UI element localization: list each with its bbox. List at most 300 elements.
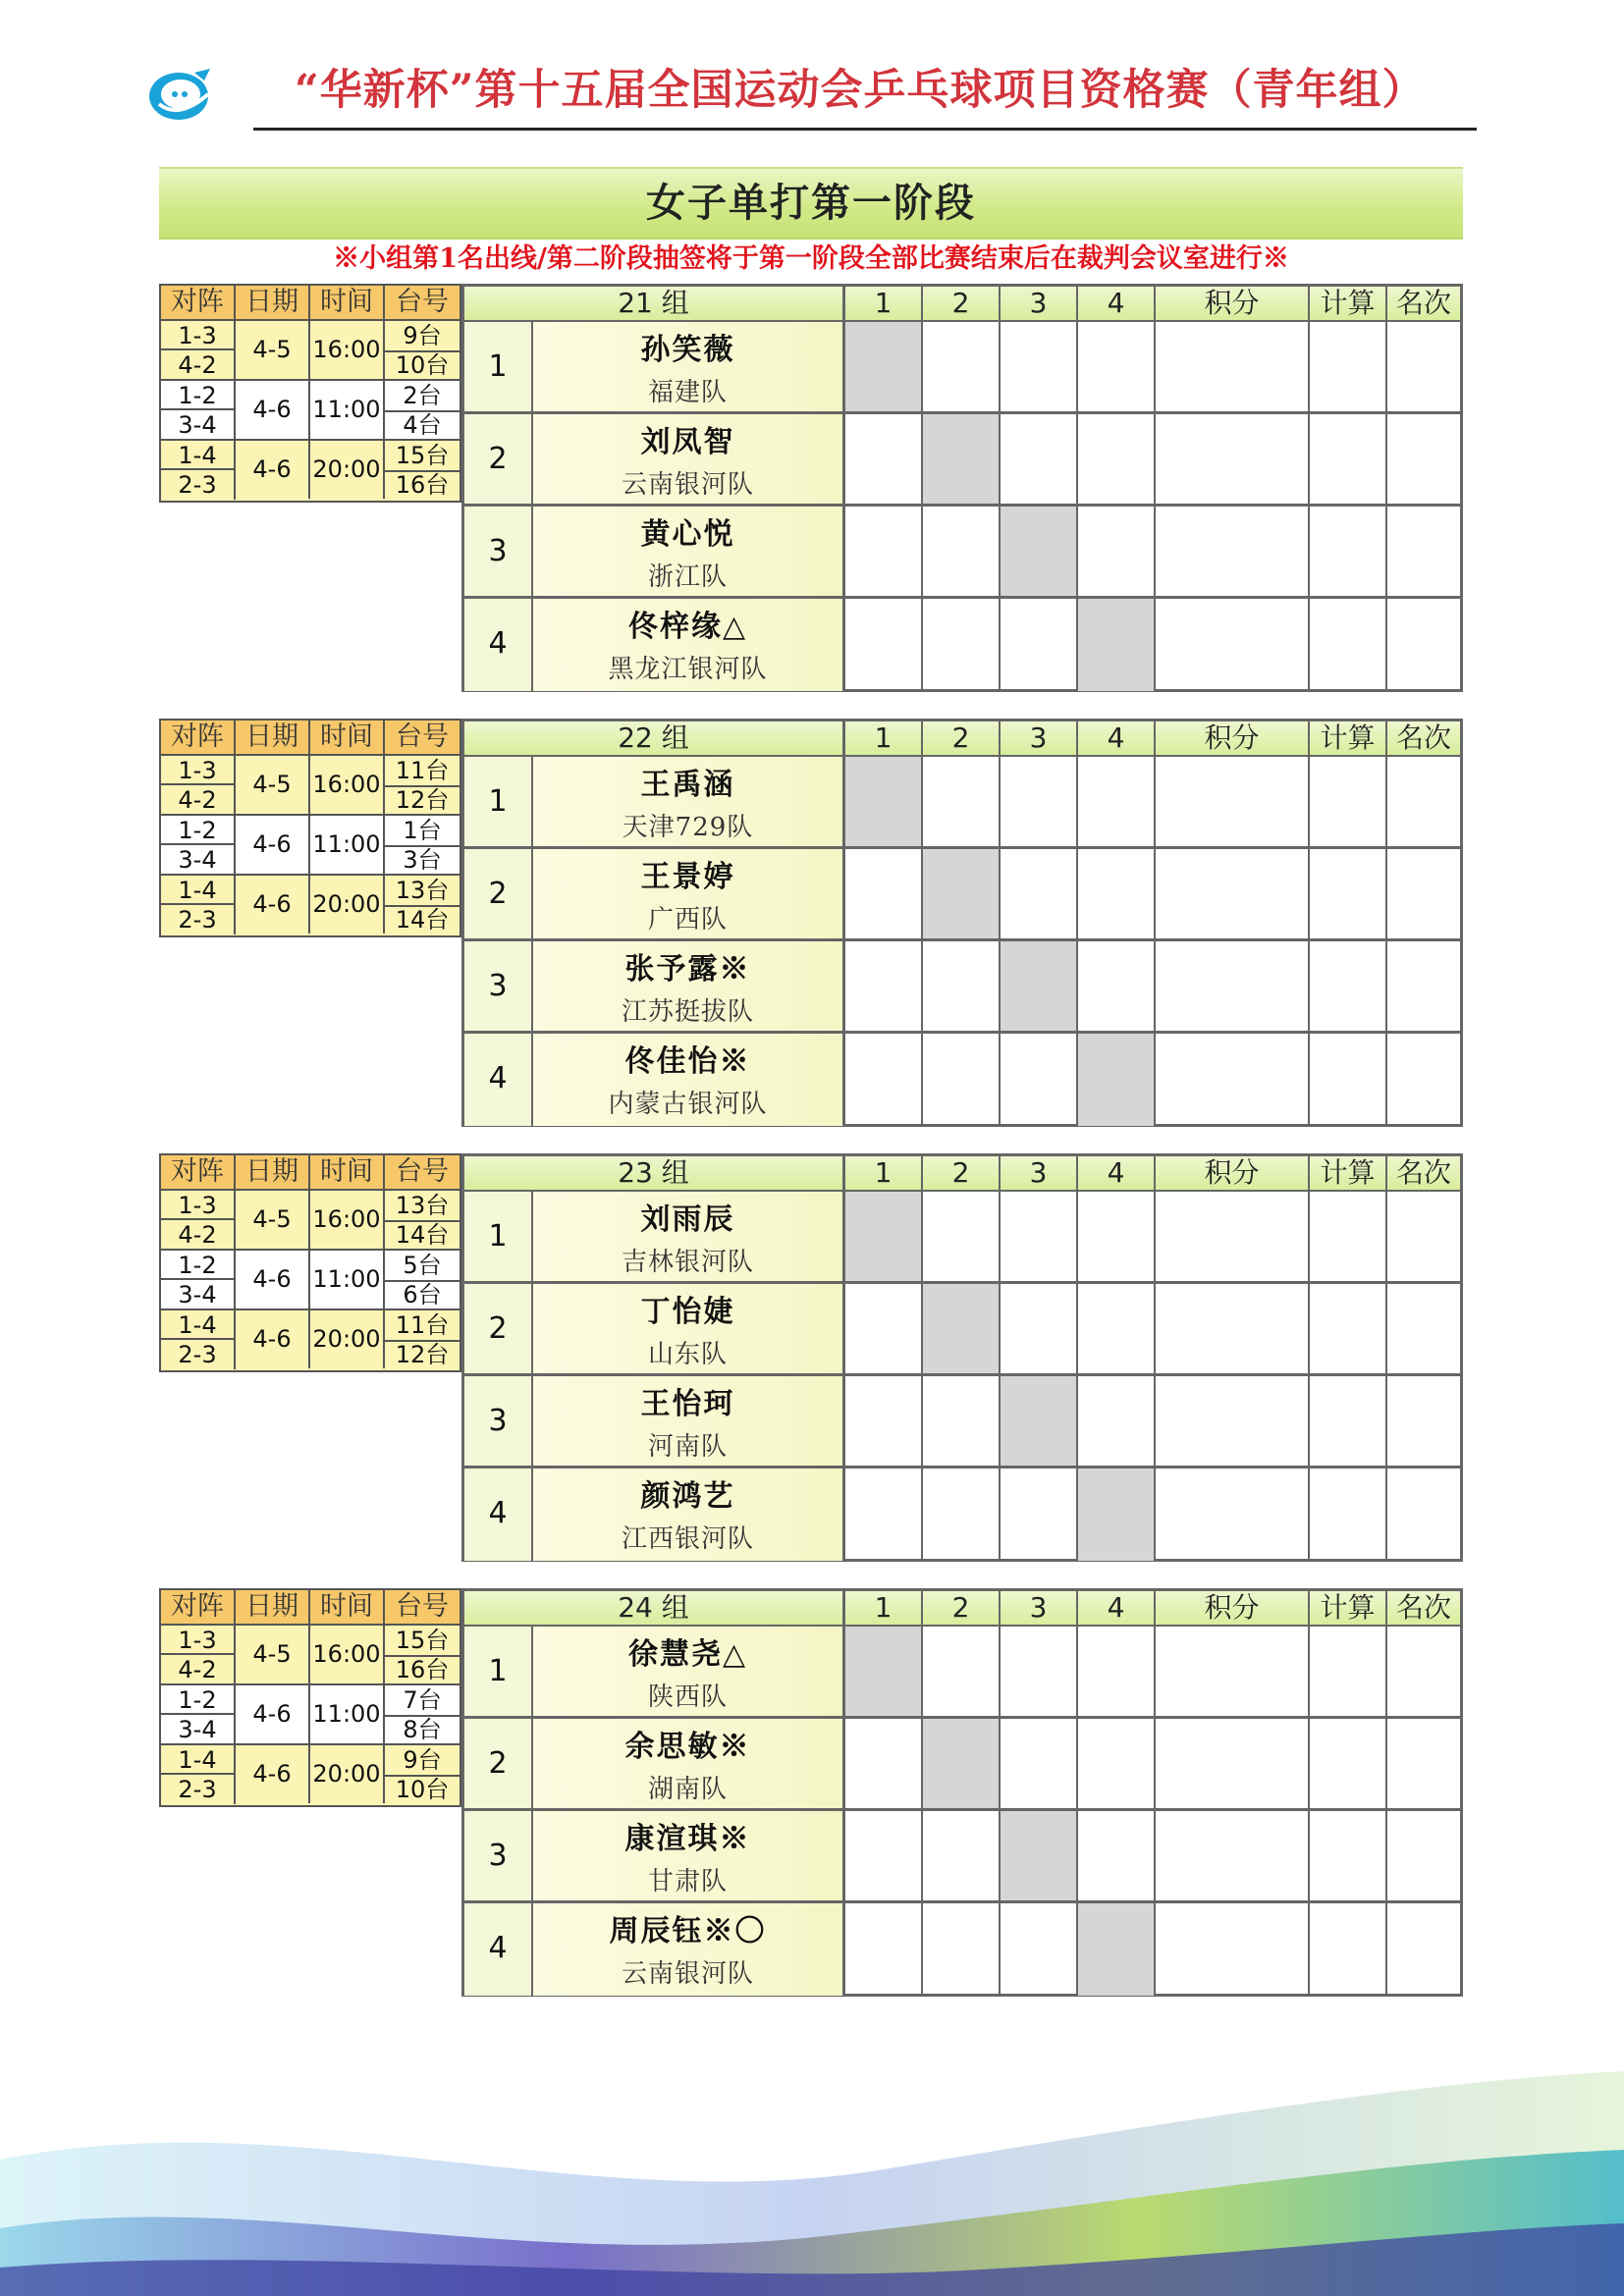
seed-number: 1 (464, 1627, 533, 1716)
score-cell (1078, 322, 1156, 411)
time-cell: 16:00 (310, 1191, 385, 1249)
time-cell: 16:00 (310, 321, 385, 379)
seed-number: 2 (464, 1719, 533, 1808)
schedule-header-cell: 时间 (310, 1590, 385, 1624)
player-cell (533, 1719, 845, 1808)
self-match-cell (923, 1719, 1001, 1808)
player-cell (533, 414, 845, 504)
score-cell (845, 1719, 923, 1808)
player-team: 甘肃队 (647, 1867, 728, 1896)
round-robin-grid (461, 719, 1463, 1127)
matchup-cell: 1-4 (161, 1745, 236, 1775)
time-cell: 16:00 (310, 756, 385, 814)
time-cell: 11:00 (310, 816, 385, 874)
grid-header (464, 1156, 1460, 1192)
time-cell: 20:00 (310, 1310, 385, 1368)
matchup-cell: 4-2 (161, 1655, 236, 1684)
grid-header-cell: 名次 (1395, 721, 1451, 754)
group-block (159, 719, 1463, 1127)
grid-header-cell: 3 (1001, 1156, 1078, 1190)
score-cell (923, 599, 1001, 691)
player-team: 江苏挺拔队 (621, 997, 754, 1027)
player-row (464, 849, 1460, 941)
group-block (159, 1588, 1463, 1997)
grid-header-cell: 4 (1078, 1156, 1156, 1190)
seed-number: 4 (464, 1468, 533, 1561)
grid-header-cell: 计算 (1310, 721, 1387, 755)
score-cell (845, 1376, 923, 1466)
matchup-cell: 1-3 (161, 1191, 236, 1220)
date-cell: 4-6 (236, 1310, 310, 1368)
group-name: 22 组 (464, 721, 845, 755)
decorative-wave-footer (0, 2042, 1624, 2296)
score-cell (845, 1284, 923, 1373)
score-cell (1078, 414, 1156, 504)
player-row (464, 1376, 1460, 1468)
schedule-row (161, 756, 460, 816)
grid-header-cell: 3 (1001, 287, 1078, 320)
table-number-cell: 15台 (385, 1626, 460, 1657)
table-number-cell: 3台 (403, 846, 442, 874)
player-row (464, 1284, 1460, 1376)
grid-header (464, 287, 1460, 322)
player-team: 吉林银河队 (621, 1248, 754, 1277)
player-name: 王禹涵 (640, 768, 735, 802)
matchup-cell: 1-3 (161, 756, 236, 785)
grid-header-cell: 1 (845, 1156, 923, 1190)
score-cell (1078, 1192, 1156, 1281)
score-cell (1387, 1811, 1460, 1900)
grid-header-cell: 名次 (1395, 1156, 1451, 1189)
schedule-row (161, 1251, 460, 1310)
schedule-row (161, 441, 460, 501)
matchup-cell: 1-3 (161, 321, 236, 350)
grid-header-cell: 4 (1078, 721, 1156, 755)
schedule-header (161, 721, 460, 756)
schedule-header-cell: 对阵 (161, 286, 236, 319)
grid-header (464, 1591, 1460, 1627)
player-name: 黄心悦 (640, 517, 735, 552)
schedule-table (159, 1588, 461, 1807)
score-cell (1310, 507, 1387, 596)
score-cell (1387, 507, 1460, 596)
score-cell (1387, 599, 1460, 691)
score-cell (923, 1192, 1001, 1281)
score-cell (1001, 1192, 1078, 1281)
score-cell (1001, 1034, 1078, 1126)
grid-header-cell: 积分 (1156, 1591, 1310, 1625)
matchup-cell: 1-4 (161, 876, 236, 905)
schedule-row (161, 1191, 460, 1251)
score-cell (1078, 1376, 1156, 1466)
player-cell (533, 1468, 845, 1561)
score-cell (1310, 1376, 1387, 1466)
score-cell (1078, 1719, 1156, 1808)
player-name: 康渲琪※ (624, 1822, 751, 1856)
date-cell: 4-6 (236, 1251, 310, 1308)
score-cell (1387, 1192, 1460, 1281)
schedule-header (161, 1155, 460, 1191)
schedule-table (159, 284, 461, 503)
player-cell (533, 1376, 845, 1466)
score-cell (1310, 757, 1387, 846)
score-cell (845, 599, 923, 691)
score-cell (1156, 1284, 1310, 1373)
score-cell (845, 1468, 923, 1561)
matchup-cell: 1-2 (161, 1251, 236, 1280)
grid-header-cell: 积分 (1156, 287, 1310, 320)
seed-number: 1 (464, 322, 533, 411)
score-cell (1156, 1627, 1310, 1716)
date-cell: 4-6 (236, 816, 310, 874)
schedule-header-cell: 日期 (236, 286, 310, 319)
schedule-row (161, 1745, 460, 1805)
schedule-header-cell: 日期 (236, 1155, 310, 1189)
score-cell (845, 414, 923, 504)
score-cell (1001, 1284, 1078, 1373)
date-cell: 4-5 (236, 756, 310, 814)
matchup-cell: 1-2 (161, 381, 236, 410)
schedule-row (161, 816, 460, 876)
self-match-cell (1078, 1034, 1156, 1126)
seed-number: 1 (464, 1192, 533, 1281)
score-cell (1078, 1284, 1156, 1373)
self-match-cell (1001, 1376, 1078, 1466)
player-name: 刘凤智 (640, 425, 735, 459)
schedule-header-cell: 对阵 (161, 1590, 236, 1624)
player-name: 刘雨辰 (640, 1202, 735, 1237)
player-name: 孙笑薇 (640, 333, 735, 367)
seed-number: 3 (464, 1376, 533, 1466)
grid-header-cell: 3 (1001, 721, 1078, 755)
score-cell (1387, 414, 1460, 504)
score-cell (845, 1903, 923, 1996)
table-number-cell: 13台 (385, 876, 460, 907)
round-robin-grid (461, 1153, 1463, 1562)
score-cell (1001, 1719, 1078, 1808)
score-cell (923, 1376, 1001, 1466)
score-cell (1001, 414, 1078, 504)
score-cell (845, 849, 923, 938)
player-cell (533, 941, 845, 1031)
score-cell (1387, 1284, 1460, 1373)
self-match-cell (923, 1284, 1001, 1373)
score-cell (845, 941, 923, 1031)
player-team: 江西银河队 (621, 1524, 754, 1554)
player-name: 周辰钰※〇 (609, 1914, 767, 1949)
score-cell (1001, 1627, 1078, 1716)
round-robin-grid (461, 284, 1463, 692)
time-cell: 16:00 (310, 1626, 385, 1683)
seed-number: 4 (464, 1034, 533, 1126)
score-cell (1156, 1811, 1310, 1900)
matchup-cell: 2-3 (161, 905, 236, 934)
seed-number: 3 (464, 507, 533, 596)
time-cell: 11:00 (310, 1251, 385, 1308)
schedule-header-cell: 对阵 (161, 1155, 236, 1189)
grid-header-cell: 名次 (1395, 287, 1451, 319)
matchup-cell: 2-3 (161, 470, 236, 500)
score-cell (1310, 1284, 1387, 1373)
self-match-cell (1078, 1903, 1156, 1996)
date-cell: 4-5 (236, 1626, 310, 1683)
score-cell (1310, 1034, 1387, 1126)
table-number-cell: 15台 (385, 441, 460, 472)
score-cell (923, 757, 1001, 846)
player-cell (533, 757, 845, 846)
date-cell: 4-6 (236, 1685, 310, 1743)
round-robin-grid (461, 1588, 1463, 1997)
score-cell (1001, 1468, 1078, 1561)
score-cell (1156, 1468, 1310, 1561)
seed-number: 4 (464, 1903, 533, 1996)
score-cell (1310, 1192, 1387, 1281)
player-cell (533, 1192, 845, 1281)
score-cell (1387, 1376, 1460, 1466)
grid-header-cell: 4 (1078, 1591, 1156, 1625)
score-cell (1078, 757, 1156, 846)
player-row (464, 757, 1460, 849)
section-title: 女子单打第一阶段 (646, 181, 976, 226)
schedule-row (161, 381, 460, 441)
score-cell (1387, 1719, 1460, 1808)
player-cell (533, 1811, 845, 1900)
score-cell (1156, 849, 1310, 938)
player-team: 内蒙古银河队 (608, 1090, 768, 1119)
table-number-cell: 14台 (395, 1221, 450, 1249)
player-name: 丁怡婕 (640, 1295, 735, 1329)
score-cell (1310, 941, 1387, 1031)
score-cell (1387, 757, 1460, 846)
schedule-row (161, 321, 460, 381)
matchup-cell: 3-4 (161, 1715, 236, 1744)
matchup-cell: 3-4 (161, 845, 236, 875)
score-cell (1156, 941, 1310, 1031)
section-banner (159, 167, 1463, 240)
seed-number: 2 (464, 849, 533, 938)
table-number-cell: 12台 (395, 786, 450, 814)
date-cell: 4-6 (236, 381, 310, 439)
score-cell (1387, 1903, 1460, 1996)
seed-number: 3 (464, 941, 533, 1031)
seed-number: 2 (464, 1284, 533, 1373)
matchup-cell: 1-3 (161, 1626, 236, 1655)
table-number-cell: 16台 (395, 471, 450, 499)
table-number-cell: 5台 (385, 1251, 460, 1282)
schedule-header-cell: 台号 (396, 1156, 449, 1187)
table-number-cell: 11台 (385, 1310, 460, 1342)
table-number-cell: 1台 (385, 816, 460, 847)
player-name: 王怡珂 (640, 1387, 735, 1421)
player-team: 陕西队 (647, 1682, 728, 1712)
player-team: 天津729队 (622, 813, 754, 842)
score-cell (1156, 414, 1310, 504)
score-cell (1001, 757, 1078, 846)
score-cell (1078, 849, 1156, 938)
matchup-cell: 2-3 (161, 1775, 236, 1804)
schedule-header-cell: 时间 (310, 721, 385, 754)
player-row (464, 1903, 1460, 1996)
score-cell (1001, 849, 1078, 938)
table-number-cell: 9台 (385, 1745, 460, 1777)
matchup-cell: 1-2 (161, 816, 236, 845)
grid-header-cell: 4 (1078, 287, 1156, 320)
table-number-cell: 16台 (395, 1656, 450, 1683)
time-cell: 20:00 (310, 1745, 385, 1803)
schedule-body (161, 1191, 460, 1370)
grid-header-cell: 计算 (1310, 1156, 1387, 1190)
player-name: 颜鸿艺 (640, 1479, 735, 1514)
matchup-cell: 1-4 (161, 1310, 236, 1340)
player-cell (533, 322, 845, 411)
time-cell: 20:00 (310, 441, 385, 499)
player-row (464, 1719, 1460, 1811)
score-cell (1156, 1376, 1310, 1466)
score-cell (923, 322, 1001, 411)
player-team: 云南银河队 (621, 1959, 754, 1989)
grid-header-cell: 计算 (1310, 1591, 1387, 1625)
self-match-cell (1001, 941, 1078, 1031)
score-cell (1001, 322, 1078, 411)
player-cell (533, 1284, 845, 1373)
player-team: 黑龙江银河队 (608, 655, 768, 684)
score-cell (1387, 1627, 1460, 1716)
time-cell: 20:00 (310, 876, 385, 934)
table-number-cell: 13台 (385, 1191, 460, 1222)
date-cell: 4-5 (236, 321, 310, 379)
score-cell (1156, 757, 1310, 846)
table-number-cell: 2台 (385, 381, 460, 412)
association-logo-icon (145, 65, 216, 124)
matchup-cell: 4-2 (161, 350, 236, 380)
schedule-header-cell: 时间 (310, 286, 385, 319)
grid-header-cell: 1 (845, 1591, 923, 1625)
schedule-table (159, 1153, 461, 1372)
table-number-cell: 10台 (395, 351, 450, 379)
matchup-cell: 3-4 (161, 1280, 236, 1309)
time-cell: 11:00 (310, 381, 385, 439)
schedule-row (161, 876, 460, 935)
player-team: 河南队 (647, 1432, 728, 1462)
score-cell (845, 507, 923, 596)
player-row (464, 322, 1460, 414)
table-number-cell: 4台 (403, 411, 442, 439)
table-number-cell: 12台 (395, 1341, 450, 1368)
score-cell (1310, 1903, 1387, 1996)
table-number-cell: 9台 (385, 321, 460, 352)
score-cell (1310, 1719, 1387, 1808)
player-row (464, 414, 1460, 507)
date-cell: 4-6 (236, 1745, 310, 1803)
score-cell (1387, 322, 1460, 411)
schedule-row (161, 1310, 460, 1370)
table-number-cell: 6台 (403, 1281, 442, 1308)
score-cell (923, 1811, 1001, 1900)
schedule-body (161, 1626, 460, 1805)
matchup-cell: 1-4 (161, 441, 236, 470)
player-name: 张予露※ (624, 952, 751, 987)
grid-header-cell: 2 (923, 721, 1001, 755)
player-team: 湖南队 (647, 1775, 728, 1804)
player-row (464, 599, 1460, 691)
date-cell: 4-6 (236, 441, 310, 499)
time-cell: 11:00 (310, 1685, 385, 1743)
self-match-cell (1078, 599, 1156, 691)
player-name: 余思敏※ (624, 1730, 751, 1764)
score-cell (1156, 507, 1310, 596)
player-row (464, 1811, 1460, 1903)
score-cell (1387, 1034, 1460, 1126)
matchup-cell: 1-2 (161, 1685, 236, 1715)
grid-header-cell: 积分 (1156, 1156, 1310, 1190)
score-cell (1078, 1627, 1156, 1716)
score-cell (923, 941, 1001, 1031)
score-cell (923, 1627, 1001, 1716)
score-cell (1078, 941, 1156, 1031)
score-cell (1156, 1719, 1310, 1808)
table-number-cell: 7台 (385, 1685, 460, 1717)
seed-number: 4 (464, 599, 533, 691)
table-number-cell: 8台 (403, 1716, 442, 1743)
score-cell (1001, 1903, 1078, 1996)
schedule-header-cell: 台号 (396, 721, 449, 752)
table-number-cell: 14台 (395, 906, 450, 934)
seed-number: 2 (464, 414, 533, 504)
player-name: 王景婷 (640, 860, 735, 894)
schedule-header-cell: 日期 (236, 1590, 310, 1624)
score-cell (845, 1034, 923, 1126)
player-row (464, 1627, 1460, 1719)
score-cell (1078, 507, 1156, 596)
player-row (464, 1034, 1460, 1126)
schedule-header-cell: 时间 (310, 1155, 385, 1189)
seed-number: 1 (464, 757, 533, 846)
group-name: 21 组 (464, 287, 845, 320)
score-cell (1310, 849, 1387, 938)
score-cell (1387, 1468, 1460, 1561)
score-cell (923, 507, 1001, 596)
date-cell: 4-5 (236, 1191, 310, 1249)
schedule-table (159, 719, 461, 937)
self-match-cell (845, 757, 923, 846)
score-cell (1156, 1903, 1310, 1996)
player-name: 佟佳怡※ (624, 1044, 751, 1079)
schedule-header (161, 286, 460, 321)
player-row (464, 1192, 1460, 1284)
schedule-row (161, 1685, 460, 1745)
self-match-cell (1001, 1811, 1078, 1900)
self-match-cell (845, 1627, 923, 1716)
player-team: 福建队 (647, 378, 728, 407)
player-team: 广西队 (647, 905, 728, 934)
group-name: 23 组 (464, 1156, 845, 1190)
grid-header-cell: 2 (923, 1591, 1001, 1625)
grid-header-cell: 2 (923, 1156, 1001, 1190)
group-block (159, 1153, 1463, 1562)
self-match-cell (1001, 507, 1078, 596)
player-row (464, 507, 1460, 599)
player-cell (533, 1034, 845, 1126)
score-cell (1310, 414, 1387, 504)
player-cell (533, 849, 845, 938)
grid-header-cell: 名次 (1395, 1591, 1451, 1624)
matchup-cell: 4-2 (161, 1220, 236, 1250)
score-cell (1001, 599, 1078, 691)
section-note: ※小组第1名出线/第二阶段抽签将于第一阶段全部比赛结束后在裁判会议室进行※ (333, 243, 1289, 274)
self-match-cell (923, 414, 1001, 504)
grid-header-cell: 2 (923, 287, 1001, 320)
matchup-cell: 4-2 (161, 785, 236, 815)
